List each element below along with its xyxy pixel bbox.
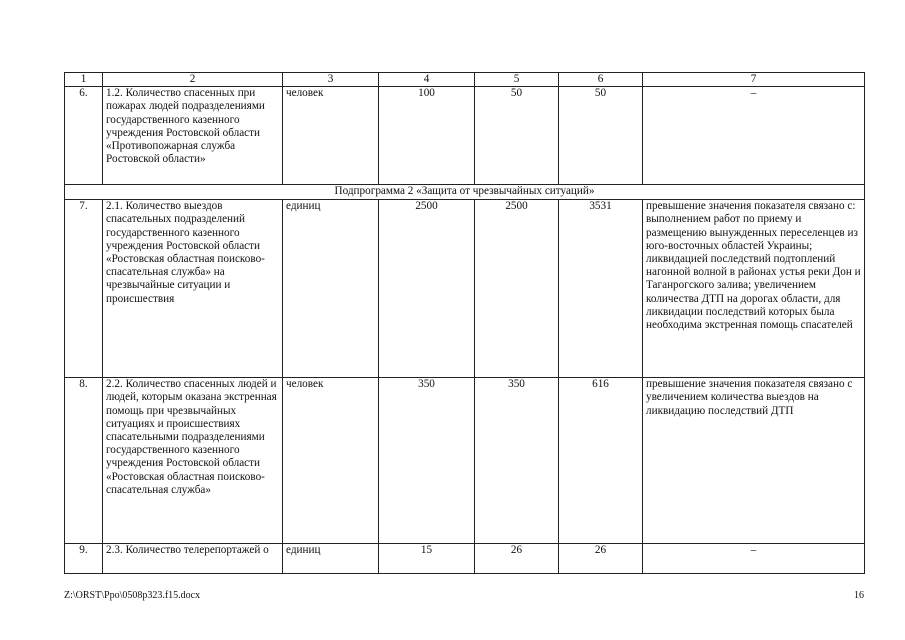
note-cell: – [643, 87, 865, 185]
value-col6: 3531 [559, 200, 643, 378]
unit-cell: человек [283, 87, 379, 185]
footer-file-path: Z:\ORST\Ppo\0508p323.f15.docx [64, 590, 201, 601]
value-col4: 100 [379, 87, 475, 185]
indicator-name: 2.2. Количество спасенных людей и людей, которым оказана экстренная помощь при чрезвычайных ситуациях и происшествиях спасательными подразделениями государственного казенного учреждения Ростовской области «Ростовская областная поисково-спасательная служба» [103, 378, 283, 544]
subprogram-row [65, 185, 865, 200]
indicator-name: 1.2. Количество спасенных при пожарах людей подразделениями государственного казенного учреждения Ростовской области «Противопожарная служба Ростовской области» [103, 87, 283, 185]
footer-page-number: 16 [854, 590, 864, 601]
header-cell: 7 [643, 73, 865, 87]
header-cell: 2 [103, 73, 283, 87]
table-header-row [65, 73, 865, 87]
note-cell: превышение значения показателя связано с увеличением количества выездов на ликвидацию последствий ДТП [643, 378, 865, 544]
header-cell: 5 [475, 73, 559, 87]
value-col6: 616 [559, 378, 643, 544]
value-col6: 50 [559, 87, 643, 185]
value-col5: 26 [475, 544, 559, 574]
indicator-name: 2.1. Количество выездов спасательных подразделений государственного казенного учреждения Ростовской области «Ростовская областная поисково-спасательная служба» на чрезвычайные ситуации и происшествия [103, 200, 283, 378]
indicators-table [64, 72, 865, 574]
header-cell: 3 [283, 73, 379, 87]
table-row [65, 544, 865, 574]
table-row [65, 200, 865, 378]
value-col4: 2500 [379, 200, 475, 378]
unit-cell: человек [283, 378, 379, 544]
note-cell: превышение значения показателя связано с: выполнением работ по приему и размещению вынужденных переселенцев из юго-восточных областей Украины; ликвидацией последствий подтоплений нагонной волной в районах устья реки Дон и Таганрогского залива; увеличением количества ДТП на дорогах области, для ликвидации последствий которых была необходима экстренная помощь спасателей [643, 200, 865, 378]
unit-cell: единиц [283, 544, 379, 574]
table-row [65, 87, 865, 185]
header-cell: 4 [379, 73, 475, 87]
value-col6: 26 [559, 544, 643, 574]
subprogram-title: Подпрограмма 2 «Защита от чрезвычайных ситуаций» [65, 185, 865, 200]
row-number: 6. [65, 87, 103, 185]
value-col5: 50 [475, 87, 559, 185]
value-col5: 350 [475, 378, 559, 544]
value-col5: 2500 [475, 200, 559, 378]
note-cell: – [643, 544, 865, 574]
row-number: 9. [65, 544, 103, 574]
value-col4: 15 [379, 544, 475, 574]
header-cell: 6 [559, 73, 643, 87]
table-row [65, 378, 865, 544]
indicator-name: 2.3. Количество телерепортажей о [103, 544, 283, 574]
row-number: 7. [65, 200, 103, 378]
row-number: 8. [65, 378, 103, 544]
value-col4: 350 [379, 378, 475, 544]
header-cell: 1 [65, 73, 103, 87]
unit-cell: единиц [283, 200, 379, 378]
